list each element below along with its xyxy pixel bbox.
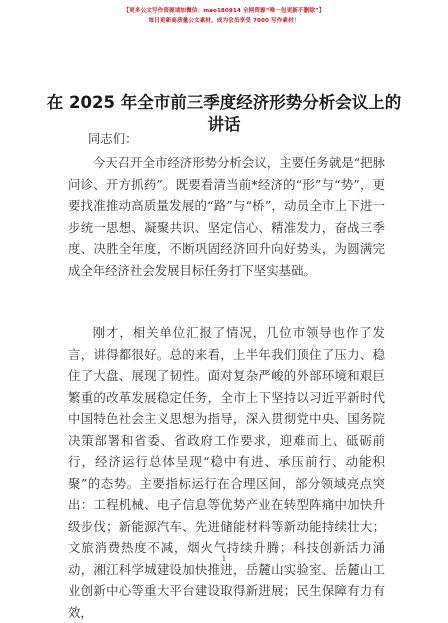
page-number: 1	[221, 555, 227, 563]
document-title: 在 2025 年全市前三季度经济形势分析会议上的讲话	[46, 93, 402, 134]
salutation: 同志们：	[88, 131, 138, 146]
paragraph-2: 刚才，相关单位汇报了情况，几位市领导也作了发言，讲得都很好。总的来看，上半年我们顶住了压力、稳住了大盘、展现了韧性。面对复杂严峻的外部环境和艰巨繁重的改革发展稳定任务，全市上下坚持以习近平新时代中国特色社会主义思想为指导，深入贯彻党中央、国务院决策部署和省委、省政府工作要求，迎难而上、砥砺前行，经济运行总体呈现“稳中有进、承压前行、动能积聚”的态势。主要指标运行在合理区间，部分领域亮点突出：工程机械、电子信息等优势产业在转型阵痛中加快升级步伐；新能源汽车、先进储能材料等新动能持续壮大；文旅消费热度不减，烟火气持续升腾；科技创新活力涌动，湘江科学城建设加快推进，岳麓山实验室、岳麓山工业创新中心等重大平台建设取得新进展；民生保障有力有效，	[68, 325, 385, 620]
promo-banner	[0, 6, 448, 26]
paragraph-1: 今天召开全市经济形势分析会议，主要任务就是“把脉问诊、开方抓药”。既要看清当前*经济的“形”与“势”，更要找准推动高质量发展的“路”与“桥”，动员全市上下进一步统一思想、凝聚共识、坚定信心、精准发力，奋战三季度、决胜全年度，不断巩固经济回升向好势头，为圆满完成全年经济社会发展目标任务打下坚实基础。	[68, 155, 385, 278]
promo-banner-line1: 【更多公文写作资源请加微信：mao180914 全网资源“唯一包更新不删除”】	[123, 8, 325, 14]
promo-banner-line2: 每日更新高质量公文素材，成为会员享受 7000 写作素材！	[148, 18, 300, 24]
